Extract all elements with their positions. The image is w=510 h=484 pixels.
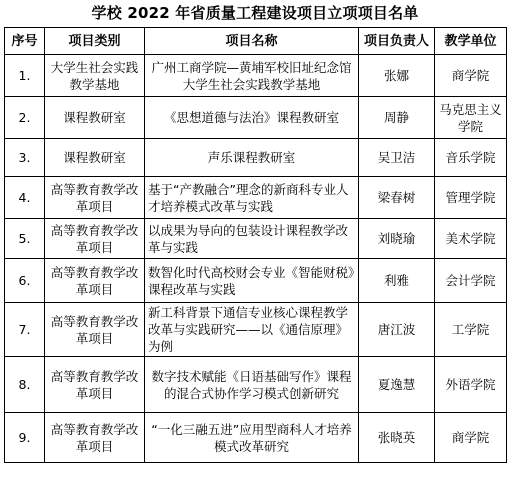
table-row: [5, 259, 507, 303]
project-category: 高等教育教学改革项目: [45, 357, 145, 413]
project-category: 高等教育教学改革项目: [45, 413, 145, 463]
project-name: 新工科背景下通信专业核心课程教学改革与实践研究——以《通信原理》为例: [145, 303, 359, 357]
row-number: 4.: [5, 177, 45, 219]
teaching-unit: 工学院: [435, 303, 507, 357]
project-category: 高等教育教学改革项目: [45, 259, 145, 303]
row-number: 7.: [5, 303, 45, 357]
row-number: 6.: [5, 259, 45, 303]
teaching-unit: 外语学院: [435, 357, 507, 413]
project-category: 高等教育教学改革项目: [45, 219, 145, 259]
project-name: 声乐课程教研室: [145, 139, 359, 177]
row-number: 8.: [5, 357, 45, 413]
project-name: 以成果为导向的包装设计课程教学改革与实践: [145, 219, 359, 259]
header-category: 项目类别: [45, 28, 145, 55]
project-name: 《思想道德与法治》课程教研室: [145, 97, 359, 139]
table-row: [5, 97, 507, 139]
header-unit: 教学单位: [435, 28, 507, 55]
project-lead: 梁春树: [359, 177, 435, 219]
row-number: 3.: [5, 139, 45, 177]
document-title: 学校 2022 年省质量工程建设项目立项项目名单: [91, 4, 419, 22]
teaching-unit: 马克思主义学院: [435, 97, 507, 139]
teaching-unit: 商学院: [435, 55, 507, 97]
teaching-unit: 美术学院: [435, 219, 507, 259]
table-row: [5, 177, 507, 219]
project-lead: 夏逸慧: [359, 357, 435, 413]
project-lead: 利雅: [359, 259, 435, 303]
project-name: 数字技术赋能《日语基础写作》课程的混合式协作学习模式创新研究: [145, 357, 359, 413]
row-number: 1.: [5, 55, 45, 97]
header-lead: 项目负责人: [359, 28, 435, 55]
header-name: 项目名称: [145, 28, 359, 55]
table-row: [5, 139, 507, 177]
project-category: 课程教研室: [45, 139, 145, 177]
table-header-row: [5, 28, 507, 55]
project-name: 数智化时代高校财会专业《智能财税》课程改革与实践: [145, 259, 359, 303]
project-category: 大学生社会实践教学基地: [45, 55, 145, 97]
row-number: 9.: [5, 413, 45, 463]
project-lead: 张娜: [359, 55, 435, 97]
row-number: 2.: [5, 97, 45, 139]
project-lead: 周静: [359, 97, 435, 139]
table-row: [5, 219, 507, 259]
project-list-table: [4, 27, 507, 463]
project-name: 基于“产教融合”理念的新商科专业人才培养模式改革与实践: [145, 177, 359, 219]
project-category: 高等教育教学改革项目: [45, 177, 145, 219]
project-name: “一化三融五进”应用型商科人才培养模式改革研究: [145, 413, 359, 463]
table-row: [5, 357, 507, 413]
project-name: 广州工商学院—黄埔军校旧址纪念馆大学生社会实践教学基地: [145, 55, 359, 97]
project-lead: 刘晓瑜: [359, 219, 435, 259]
header-no: 序号: [5, 28, 45, 55]
table-row: [5, 413, 507, 463]
project-lead: 唐江波: [359, 303, 435, 357]
teaching-unit: 会计学院: [435, 259, 507, 303]
row-number: 5.: [5, 219, 45, 259]
teaching-unit: 音乐学院: [435, 139, 507, 177]
project-category: 高等教育教学改革项目: [45, 303, 145, 357]
teaching-unit: 管理学院: [435, 177, 507, 219]
project-lead: 吴卫洁: [359, 139, 435, 177]
teaching-unit: 商学院: [435, 413, 507, 463]
table-row: [5, 303, 507, 357]
project-lead: 张晓英: [359, 413, 435, 463]
project-category: 课程教研室: [45, 97, 145, 139]
table-row: [5, 55, 507, 97]
